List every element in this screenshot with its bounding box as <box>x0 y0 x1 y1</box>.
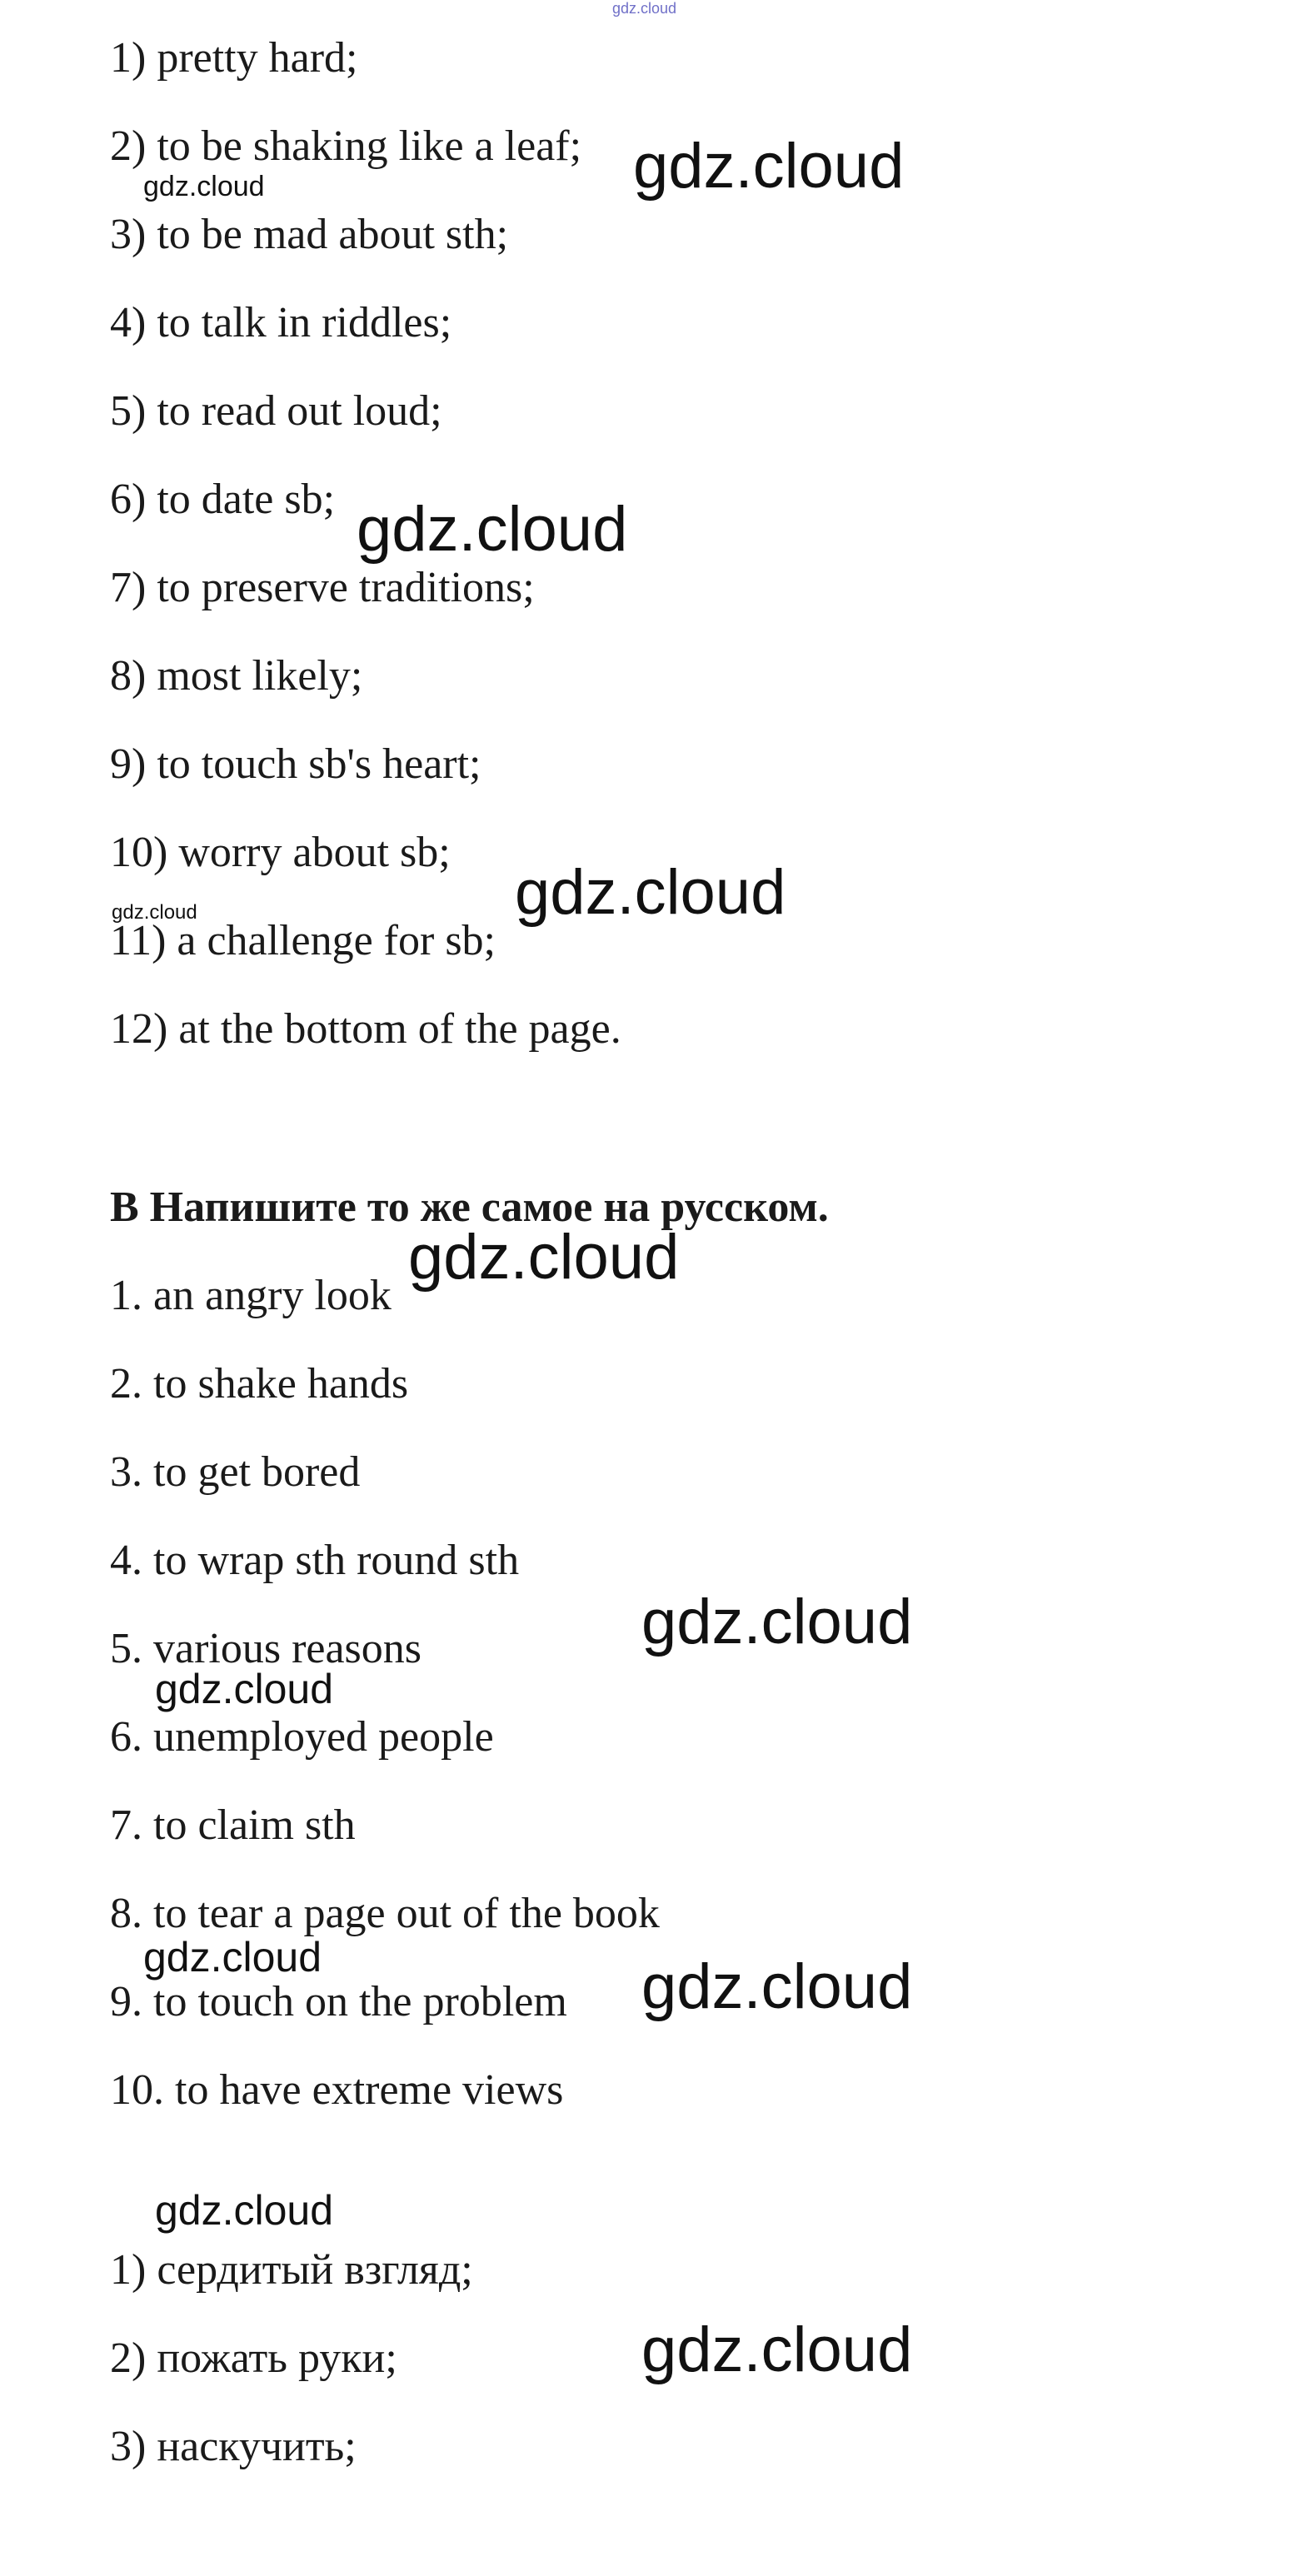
section-b-heading: B Напишите то же самое на русском. <box>110 1183 829 1231</box>
watermark: gdz.cloud <box>641 1587 913 1657</box>
english-item-4: 4) to talk in riddles; <box>110 299 452 346</box>
watermark: gdz.cloud <box>143 171 265 202</box>
section-b-item-1: 1. an angry look <box>110 1272 392 1319</box>
section-b-item-10: 10. to have extreme views <box>110 2066 564 2114</box>
watermark: gdz.cloud <box>641 1951 913 2022</box>
watermark: gdz.cloud <box>408 1222 680 1293</box>
watermark: gdz.cloud <box>641 2314 913 2385</box>
russian-answer-3: 3) наскучить; <box>110 2423 357 2470</box>
english-item-12: 12) at the bottom of the page. <box>110 1005 621 1053</box>
section-b-item-5: 5. various reasons <box>110 1625 422 1672</box>
watermark: gdz.cloud <box>112 901 197 924</box>
russian-answer-2: 2) пожать руки; <box>110 2334 397 2382</box>
section-b-item-6: 6. unemployed people <box>110 1713 494 1761</box>
section-b-item-9: 9. to touch on the problem <box>110 1978 567 2025</box>
english-item-9: 9) to touch sb's heart; <box>110 740 481 788</box>
english-item-10: 10) worry about sb; <box>110 829 451 876</box>
watermark: gdz.cloud <box>357 494 628 565</box>
section-b-item-8: 8. to tear a page out of the book <box>110 1890 660 1937</box>
section-b-item-3: 3. to get bored <box>110 1448 361 1496</box>
english-item-5: 5) to read out loud; <box>110 387 442 435</box>
section-b-item-7: 7. to claim sth <box>110 1801 356 1849</box>
english-item-11: 11) a challenge for sb; <box>110 917 496 964</box>
top-watermark: gdz.cloud <box>612 0 677 17</box>
english-item-7: 7) to preserve traditions; <box>110 564 535 611</box>
section-b-item-2: 2. to shake hands <box>110 1360 409 1408</box>
watermark: gdz.cloud <box>155 2187 334 2234</box>
english-item-2: 2) to be shaking like a leaf; <box>110 122 582 170</box>
watermark: gdz.cloud <box>515 857 786 928</box>
english-item-6: 6) to date sb; <box>110 476 336 523</box>
watermark: gdz.cloud <box>143 1934 322 1981</box>
section-b-item-4: 4. to wrap sth round sth <box>110 1537 520 1584</box>
english-item-1: 1) pretty hard; <box>110 34 358 82</box>
watermark: gdz.cloud <box>633 131 905 202</box>
russian-answer-1: 1) сердитый взгляд; <box>110 2246 473 2294</box>
english-item-8: 8) most likely; <box>110 652 363 700</box>
watermark: gdz.cloud <box>155 1666 334 1712</box>
english-item-3: 3) to be mad about sth; <box>110 211 509 258</box>
